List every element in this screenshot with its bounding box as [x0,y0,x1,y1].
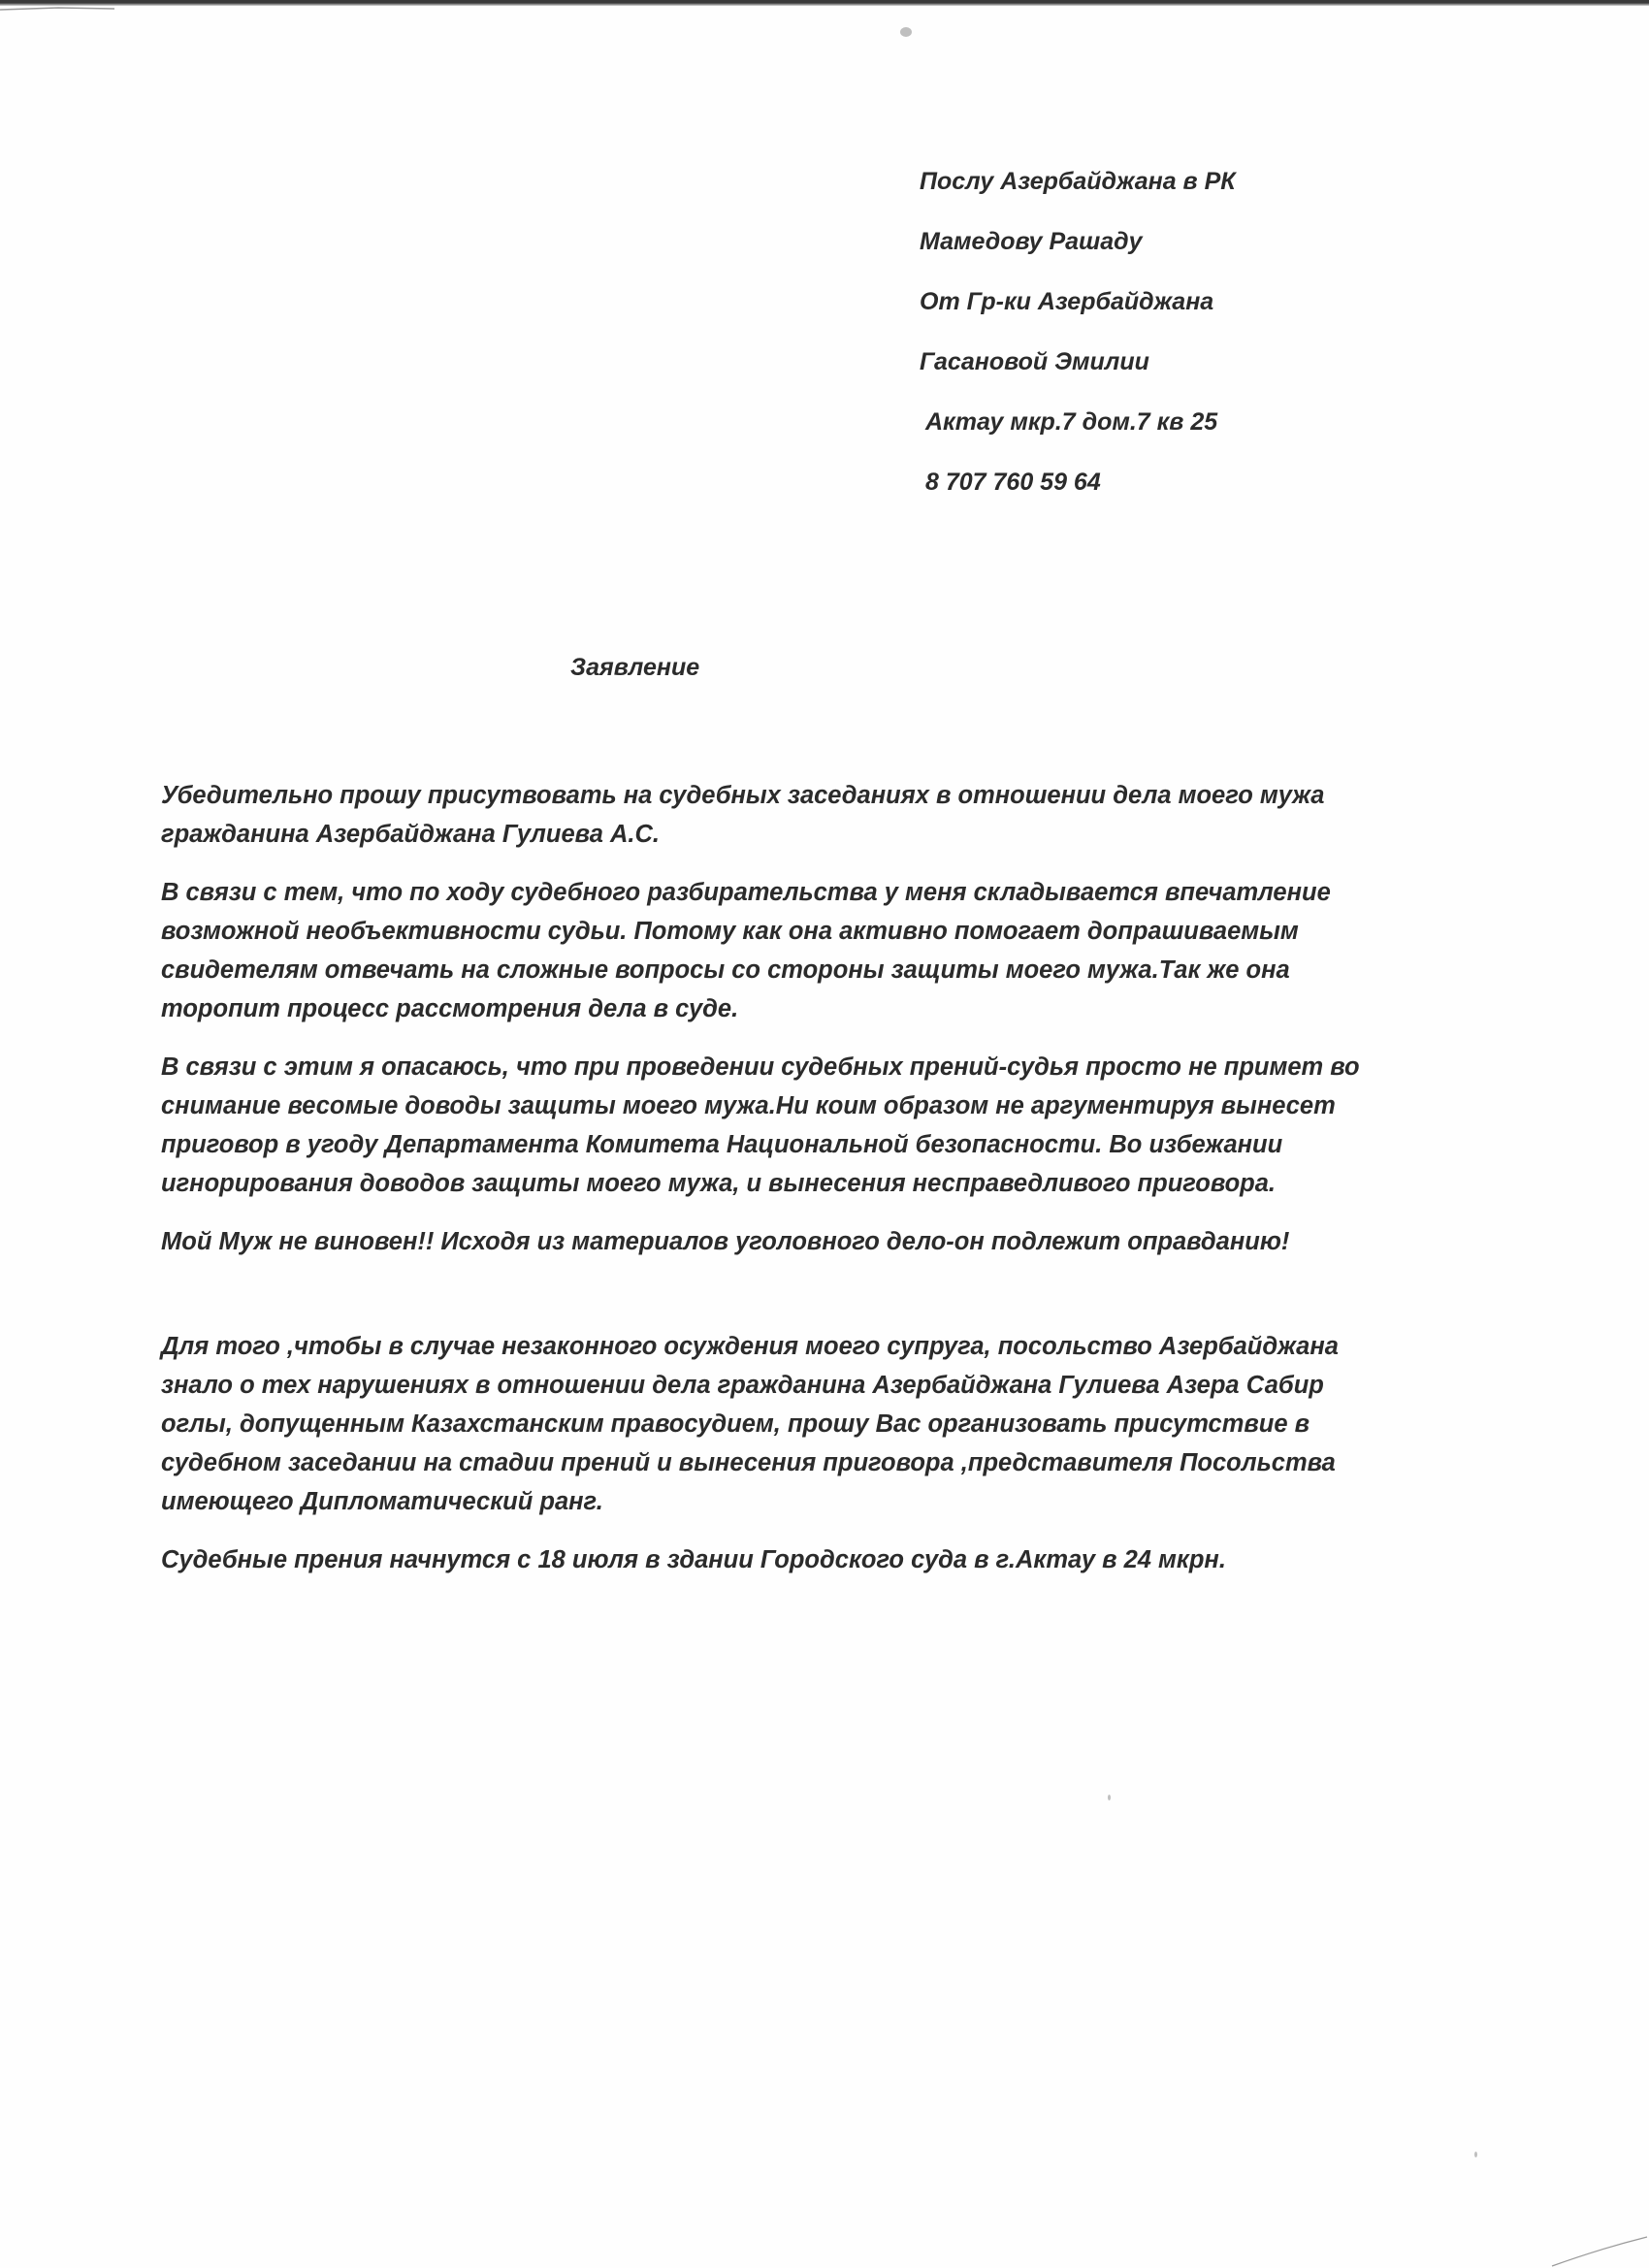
scan-dust-mark [1108,1795,1111,1800]
paragraph-line: судебном заседании на стадии прений и вынесения приговора ,представителя Посольства [161,1449,1336,1476]
sender-address: Актау мкр.7 дом.7 кв 25 [925,408,1218,436]
scan-edge-mark [0,6,116,19]
paragraph-line: знало о тех нарушениях в отношении дела гражданина Азербайджана Гулиева Азера Сабир [161,1372,1324,1399]
paragraph-line: оглы, допущенным Казахстанским правосудием, прошу Вас организовать присутствие в [161,1410,1310,1438]
recipient-ambassador-name: Мамедову Рашаду [920,228,1143,255]
paragraph-innocence [161,1222,1441,1261]
paragraph-line: свидетелям отвечать на сложные вопросы со стороны защиты моего мужа.Так же она [161,956,1290,984]
paragraph-line: В связи с тем, что по ходу судебного разбирательства у меня складывается впечатление [161,879,1331,906]
paragraph-embassy-request [161,1327,1441,1521]
paragraph-line: игнорирования доводов защиты моего мужа, и вынесения несправедливого приговора. [161,1170,1277,1197]
paragraph-line: Для того ,чтобы в случае незаконного осуждения моего супруга, посольство Азербайджана [161,1333,1339,1360]
paragraph-judge-concern [161,873,1441,1028]
sender-citizenship: От Гр-ки Азербайджана [920,288,1214,315]
scan-top-edge [0,0,1649,6]
paragraph-line: Мой Муж не виновен!! Исходя из материалов уголовного дело-он подлежит оправданию! [161,1228,1290,1255]
paragraph-line: торопит процесс рассмотрения дела в суде. [161,995,739,1022]
document-title: Заявление [570,654,700,681]
paragraph-hearing-date [161,1540,1441,1579]
paragraph-line: Убедительно прошу присутвовать на судебных заседаниях в отношении дела моего мужа [161,782,1325,809]
paragraph-line: гражданина Азербайджана Гулиева А.С. [161,821,660,848]
paragraph-line: приговор в угоду Департамента Комитета Национальной безопасности. Во избежании [161,1131,1283,1158]
scan-corner-fold [1533,2210,1649,2268]
recipient-address-block [920,167,1599,528]
paragraph-line: имеющего Дипломатический ранг. [161,1488,603,1515]
paragraph-line: В связи с этим я опасаюсь, что при проведении судебных прений-судья просто не примет во [161,1053,1360,1081]
paragraph-line: возможной необъективности судьи. Потому как она активно помогает допрашиваемым [161,918,1299,945]
document-body [161,776,1441,1599]
sender-phone: 8 707 760 59 64 [925,469,1101,496]
recipient-ambassador-title: Послу Азербайджана в РК [920,168,1236,195]
paragraph-request [161,776,1441,854]
paragraph-line: Судебные прения начнутся с 18 июля в здании Городского суда в г.Актау в 24 мкрн. [161,1546,1226,1573]
scan-dust-mark [1474,2152,1477,2157]
scan-dust-mark [900,27,912,37]
sender-name: Гасановой Эмилии [920,348,1149,375]
paragraph-fear [161,1048,1441,1203]
paragraph-line: снимание весомые доводы защиты моего мужа.Ни коим образом не аргументируя вынесет [161,1092,1336,1119]
